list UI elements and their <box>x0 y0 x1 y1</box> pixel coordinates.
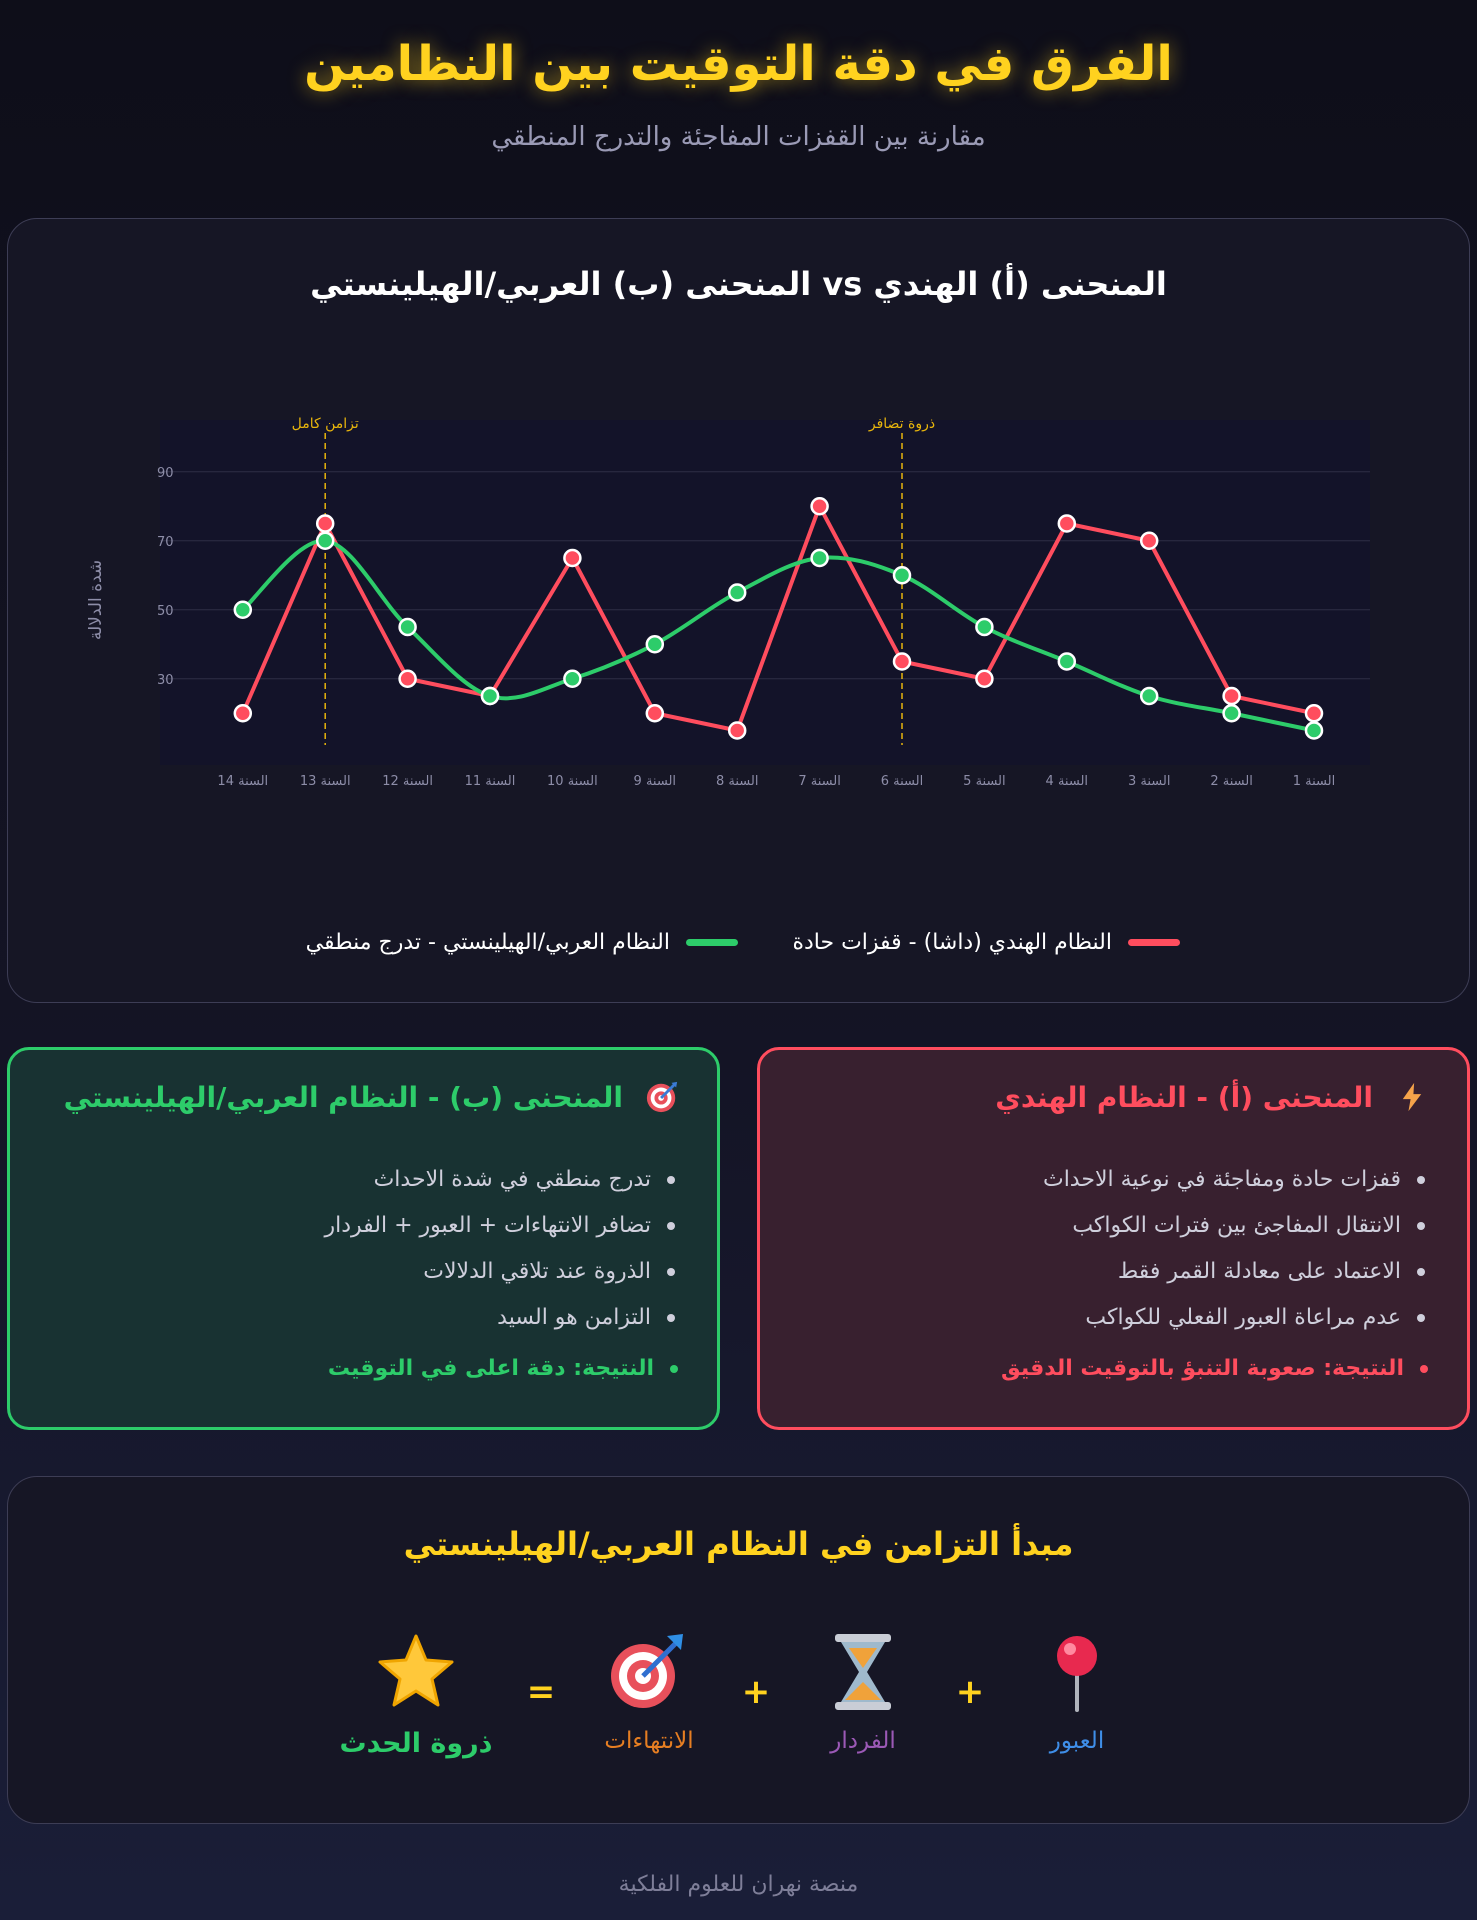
x-tick-label: السنة 5 <box>963 774 1006 789</box>
plus-operator: + <box>955 1672 985 1712</box>
star-icon <box>376 1632 456 1712</box>
x-tick-label: السنة 8 <box>715 774 759 789</box>
panel-indian-title: المنحنى (أ) - النظام الهندي <box>995 1080 1373 1114</box>
data-point-arabic <box>729 585 745 601</box>
target-icon <box>607 1632 687 1712</box>
page-subtitle: مقارنة بين القفزات المفاجئة والتدرج المنطقي <box>491 122 986 152</box>
panel-arabic-result: النتيجة: دقة اعلى في التوقيت <box>328 1356 678 1381</box>
x-tick-label: السنة 12 <box>382 774 433 789</box>
equals-operator: = <box>526 1672 556 1712</box>
data-point-indian <box>400 671 416 687</box>
data-point-arabic <box>564 671 580 687</box>
y-tick-label: 30 <box>157 672 174 688</box>
legend-swatch-indian <box>1128 939 1180 946</box>
data-point-indian <box>1224 688 1240 704</box>
data-point-arabic <box>812 550 828 566</box>
panel-arabic-title: المنحنى (ب) - النظام العربي/الهيلينستي <box>63 1080 623 1114</box>
legend-swatch-arabic <box>686 939 738 946</box>
data-point-arabic <box>976 619 992 635</box>
list-item: الذروة عند تلاقي الدلالات <box>325 1249 676 1295</box>
data-point-indian <box>235 705 251 721</box>
data-point-indian <box>1306 705 1322 721</box>
data-point-arabic <box>894 567 910 583</box>
annotation-label: ذروة تضافر <box>868 416 936 432</box>
data-point-arabic <box>647 636 663 652</box>
footer-text: منصة نهران للعلوم الفلكية <box>618 1872 859 1897</box>
list-item: عدم مراعاة العبور الفعلي للكواكب <box>1043 1295 1425 1341</box>
data-point-indian <box>1059 516 1075 532</box>
data-point-arabic <box>1306 723 1322 739</box>
y-tick-label: 70 <box>157 534 174 550</box>
lightning-icon <box>1395 1080 1429 1114</box>
x-tick-label: السنة 9 <box>633 774 677 789</box>
data-point-arabic <box>482 688 498 704</box>
annotation-label: تزامن كامل <box>291 416 359 432</box>
x-tick-label: السنة 2 <box>1210 774 1253 789</box>
data-point-indian <box>647 705 663 721</box>
data-point-arabic <box>400 619 416 635</box>
x-tick-label: السنة 3 <box>1127 774 1171 789</box>
x-tick-label: السنة 11 <box>464 774 516 789</box>
data-point-indian <box>976 671 992 687</box>
data-point-indian <box>812 498 828 514</box>
data-point-indian <box>564 550 580 566</box>
data-point-indian <box>1141 533 1157 549</box>
data-point-arabic <box>235 602 251 618</box>
list-item: قفزات حادة ومفاجئة في نوعية الاحداث <box>1043 1157 1425 1203</box>
x-tick-label: السنة 10 <box>547 774 598 789</box>
y-axis-label: شدة الدلالة <box>86 559 106 641</box>
data-point-arabic <box>1059 654 1075 670</box>
list-item: تدرج منطقي في شدة الاحداث <box>325 1157 676 1203</box>
data-point-arabic <box>317 533 333 549</box>
data-point-indian <box>729 723 745 739</box>
list-item: تضافر الانتهاءات + العبور + الفردار <box>325 1203 676 1249</box>
data-point-arabic <box>1224 705 1240 721</box>
target-icon <box>645 1080 679 1114</box>
x-tick-label: السنة 1 <box>1292 774 1336 789</box>
sync-label-profections: الانتهاءات <box>604 1728 694 1754</box>
sync-label-transit: العبور <box>1049 1728 1105 1754</box>
page-title: الفرق في دقة التوقيت بين النظامين <box>304 36 1173 92</box>
x-tick-label: السنة 14 <box>217 774 269 789</box>
y-tick-label: 90 <box>157 465 174 481</box>
y-tick-label: 50 <box>157 603 174 619</box>
pushpin-icon <box>1037 1632 1117 1712</box>
legend-item-indian <box>792 927 1180 957</box>
list-item: الانتقال المفاجئ بين فترات الكواكب <box>1043 1203 1425 1249</box>
legend-label-arabic: النظام العربي/الهيلينستي - تدرج منطقي <box>305 929 670 955</box>
sync-label-result: ذروة الحدث <box>339 1728 493 1759</box>
sync-title: مبدأ التزامن في النظام العربي/الهيلينستي <box>403 1525 1074 1563</box>
list-item: الاعتماد على معادلة القمر فقط <box>1043 1249 1425 1295</box>
legend-item-arabic <box>306 927 738 957</box>
data-point-indian <box>317 516 333 532</box>
chart-title: المنحنى (أ) الهندي vs المنحنى (ب) العربي/الهيلينستي <box>310 265 1167 303</box>
panel-indian-result: النتيجة: صعوبة التنبؤ بالتوقيت الدقيق <box>1001 1356 1428 1381</box>
x-tick-label: السنة 13 <box>299 774 351 789</box>
x-tick-label: السنة 7 <box>798 774 841 789</box>
data-point-arabic <box>1141 688 1157 704</box>
legend-label-indian: النظام الهندي (داشا) - قفزات حادة <box>792 929 1112 955</box>
x-tick-label: السنة 6 <box>880 774 924 789</box>
hourglass-icon <box>823 1632 903 1712</box>
plus-operator: + <box>741 1672 771 1712</box>
list-item: التزامن هو السيد <box>325 1295 676 1341</box>
x-tick-label: السنة 4 <box>1045 774 1089 789</box>
data-point-indian <box>894 654 910 670</box>
sync-label-firdar: الفردار <box>830 1728 896 1754</box>
